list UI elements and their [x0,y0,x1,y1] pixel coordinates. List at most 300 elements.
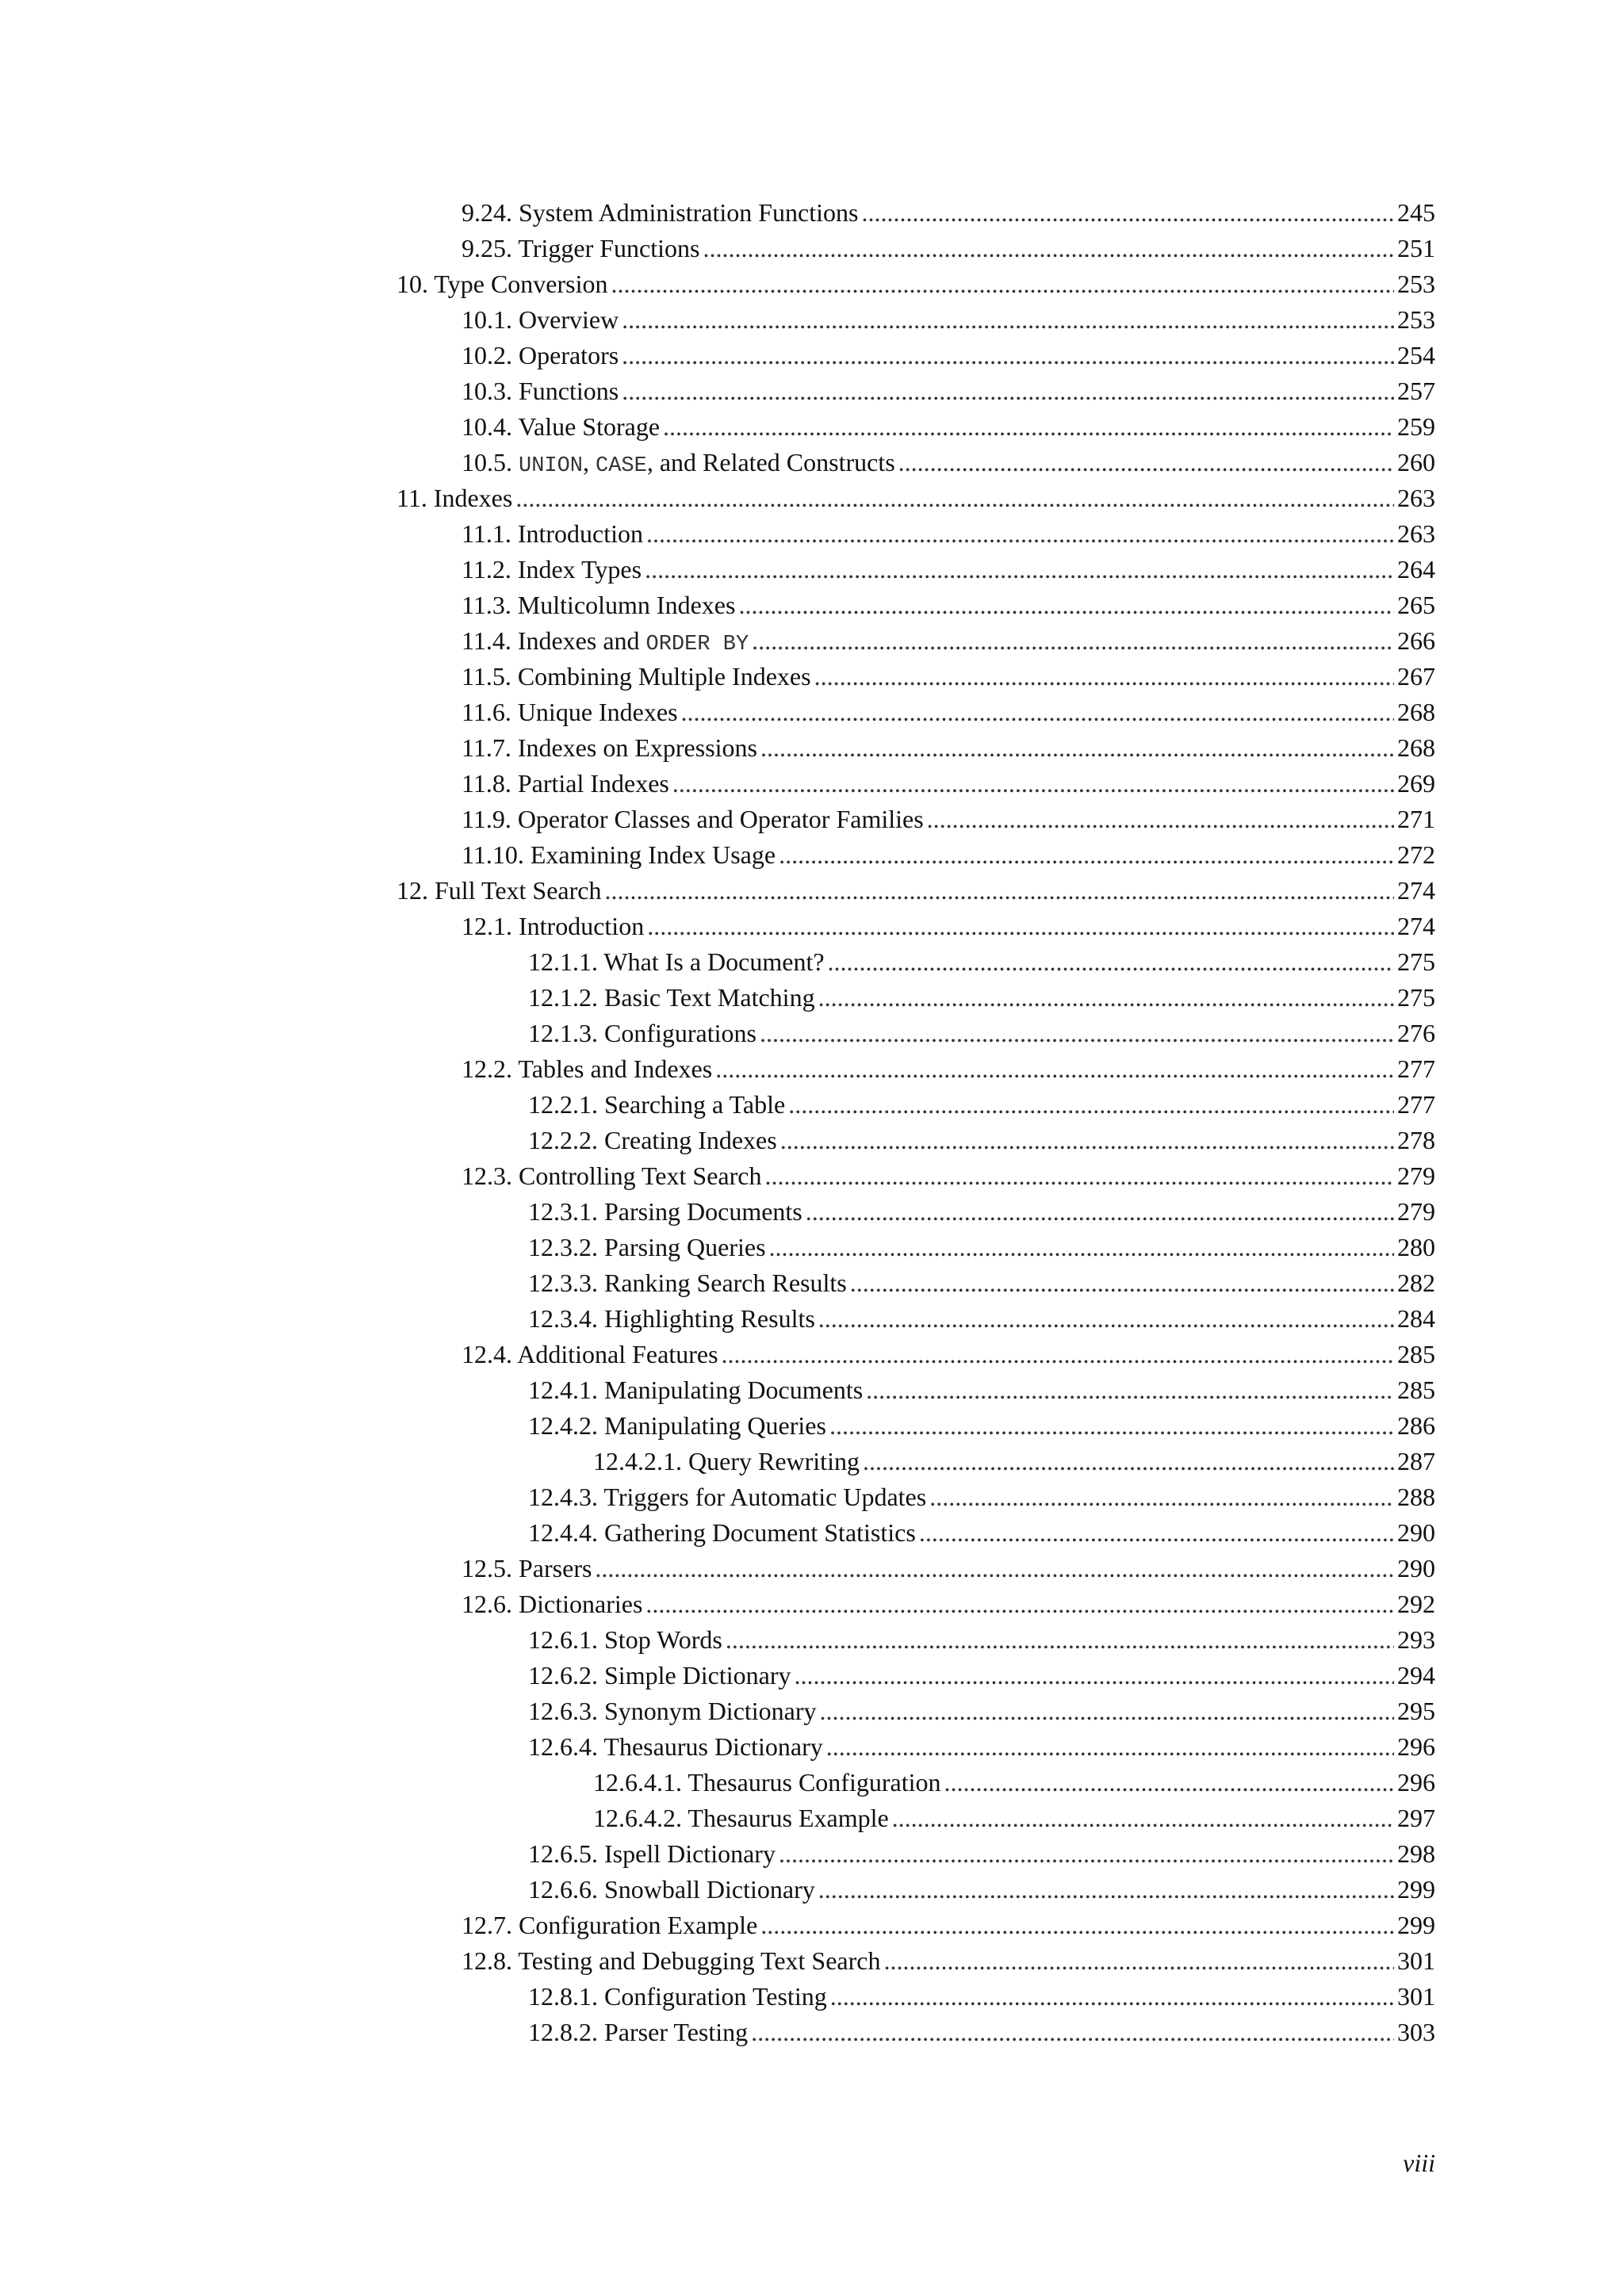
toc-entry-title [528,1408,826,1444]
toc-entry-number: 12.2.1. [528,1090,598,1119]
dot-leader [826,1729,1394,1765]
toc-entry-page: 303 [1397,2018,1435,2046]
dot-leader [645,552,1394,587]
toc-entry-number: 12.3.2. [528,1233,598,1261]
dot-leader [818,1301,1394,1337]
toc-entry-title-text: Thesaurus Dictionary [603,1732,823,1761]
toc-entry-number: 10.2. [462,341,512,369]
dot-leader [898,445,1394,480]
dot-leader [604,873,1394,909]
toc-entry-number: 10.3. [462,377,512,405]
toc-entry-title [528,1729,823,1765]
toc-entry-number: 12.8.1. [528,1982,598,2011]
toc-entry-title-text: Multicolumn Indexes [517,591,736,619]
toc-entry-title-text: Gathering Document Statistics [604,1518,916,1547]
toc-entry-page: 264 [1397,555,1435,584]
toc-entry-page: 297 [1397,1804,1435,1832]
toc-entry[interactable] [396,266,1435,302]
table-of-contents [396,195,1435,2050]
toc-entry-page: 296 [1397,1768,1435,1797]
toc-entry[interactable] [396,1158,1435,1194]
toc-entry-page: 295 [1397,1697,1435,1725]
toc-entry-page: 279 [1397,1161,1435,1190]
toc-entry-title [528,1479,926,1515]
toc-entry-line [593,1444,1435,1479]
toc-entry-line [593,1765,1435,1800]
toc-entry-line [528,1016,1435,1051]
toc-entry-line [462,1337,1435,1372]
toc-entry[interactable] [396,1301,1435,1337]
toc-entry-title [528,2015,748,2050]
toc-entry-page: 266 [1397,626,1435,655]
toc-entry-title [528,1230,766,1265]
toc-entry-line [462,1158,1435,1194]
toc-entry-title-text: Examining Index Usage [530,840,776,869]
toc-entry-page: 285 [1397,1376,1435,1404]
toc-entry-line [396,480,1435,516]
dot-leader [820,1693,1394,1729]
toc-entry[interactable] [396,1586,1435,1622]
toc-entry-number: 10.5. [462,448,512,476]
toc-entry-title-text: Parsing Documents [604,1197,802,1226]
dot-leader [779,837,1394,873]
toc-entry-number: 11.10. [462,840,524,869]
dot-leader [647,909,1394,944]
dot-leader [866,1372,1394,1408]
toc-entry[interactable] [396,1872,1435,1908]
toc-entry-number: 12.6.3. [528,1697,598,1725]
toc-entry-title-text: Manipulating Queries [604,1411,826,1440]
toc-entry[interactable] [396,837,1435,873]
toc-entry-page: 299 [1397,1911,1435,1939]
toc-entry-title-text: Parsers [519,1554,592,1582]
dot-leader [863,1444,1394,1479]
toc-entry[interactable] [396,1765,1435,1800]
toc-entry[interactable] [396,623,1435,659]
toc-entry-page: 277 [1397,1054,1435,1083]
toc-entry-code: ORDER BY [645,633,749,656]
toc-entry-title-text: Value Storage [518,412,661,441]
toc-entry-line [462,516,1435,552]
toc-entry-number: 12.1. [462,912,512,940]
toc-entry-line [528,1479,1435,1515]
toc-entry-page: 254 [1397,341,1435,369]
toc-entry-number: 12.8. [462,1946,512,1975]
toc-entry-title [528,1979,827,2015]
toc-entry[interactable] [396,1230,1435,1265]
toc-entry[interactable] [396,1622,1435,1658]
toc-entry-title-text: Creating Indexes [604,1126,777,1154]
dot-leader [722,1337,1394,1372]
toc-entry-title [462,587,735,623]
toc-entry-title-text: Query Rewriting [688,1447,860,1475]
toc-entry-title-text: Synonym Dictionary [604,1697,817,1725]
toc-entry-line [462,552,1435,587]
toc-entry-page: 292 [1397,1590,1435,1618]
toc-entry-title-text: Full Text Search [435,876,602,905]
toc-entry-page: 294 [1397,1661,1435,1689]
dot-leader [795,1658,1394,1693]
toc-entry-line [462,373,1435,409]
toc-entry-title [462,1158,761,1194]
toc-entry[interactable] [396,1444,1435,1479]
toc-entry[interactable] [396,1265,1435,1301]
toc-entry-page: 280 [1397,1233,1435,1261]
toc-entry-title-text: Dictionaries [519,1590,643,1618]
toc-entry-title [462,516,643,552]
toc-entry-title-text: Snowball Dictionary [604,1875,815,1904]
toc-entry-page: 293 [1397,1625,1435,1654]
toc-entry[interactable] [396,980,1435,1016]
toc-entry-page: 301 [1397,1946,1435,1975]
toc-entry[interactable] [396,1408,1435,1444]
toc-entry-line [528,1622,1435,1658]
toc-entry[interactable] [396,730,1435,766]
dot-leader [752,623,1394,659]
toc-entry[interactable] [396,1693,1435,1729]
dot-leader [850,1265,1394,1301]
toc-entry-number: 11.9. [462,805,511,833]
dot-leader [738,587,1394,623]
toc-entry-page: 265 [1397,591,1435,619]
toc-entry-line [528,2015,1435,2050]
toc-entry-line [462,837,1435,873]
toc-entry-page: 278 [1397,1126,1435,1154]
toc-entry[interactable] [396,587,1435,623]
toc-entry[interactable] [396,338,1435,373]
toc-entry-page: 245 [1397,198,1435,227]
toc-entry-number: 11.5. [462,662,511,691]
toc-entry-line [528,1515,1435,1551]
toc-entry-title-text: System Administration Functions [519,198,859,227]
dot-leader [663,409,1394,445]
dot-leader [828,944,1394,980]
toc-entry-title-text: Unique Indexes [517,698,678,726]
toc-entry-title [462,338,619,373]
toc-entry-page: 286 [1397,1411,1435,1440]
toc-entry-page: 267 [1397,662,1435,691]
dot-leader [818,1872,1394,1908]
toc-entry-page: 284 [1397,1304,1435,1333]
toc-entry-page: 275 [1397,983,1435,1012]
toc-entry-page: 299 [1397,1875,1435,1904]
toc-entry-title [462,1051,712,1087]
toc-entry-line [462,802,1435,837]
toc-entry[interactable] [396,695,1435,730]
dot-leader [883,1943,1394,1979]
dot-leader [760,1908,1394,1943]
toc-entry-number: 12.3.1. [528,1197,598,1226]
toc-entry-page: 272 [1397,840,1435,869]
page-number: viii [1403,2149,1435,2177]
toc-entry-title-text: Triggers for Automatic Updates [603,1483,927,1511]
toc-entry-number: 12.6.4.2. [593,1804,682,1832]
toc-entry-page: 285 [1397,1340,1435,1368]
toc-entry-title [462,766,669,802]
dot-leader [944,1765,1394,1800]
toc-entry-number: 12.7. [462,1911,512,1939]
toc-entry-title-text: Highlighting Results [604,1304,815,1333]
toc-entry-line [528,1979,1435,2015]
toc-entry-title [462,195,858,231]
toc-entry-line [462,1051,1435,1087]
toc-entry-title-part: , [583,448,596,476]
toc-entry-title [396,873,601,909]
toc-entry[interactable] [396,909,1435,944]
toc-entry[interactable] [396,1979,1435,2015]
toc-entry-line [528,1265,1435,1301]
toc-entry-title [528,1087,785,1123]
toc-entry-title [528,1194,802,1230]
toc-entry-page: 288 [1397,1483,1435,1511]
toc-entry[interactable] [396,1194,1435,1230]
toc-entry-line [528,1729,1435,1765]
toc-entry-title [396,480,512,516]
toc-entry-line [528,1372,1435,1408]
toc-entry-title-part: , and Related Constructs [646,448,895,476]
toc-entry-line [528,980,1435,1016]
toc-entry[interactable] [396,1087,1435,1123]
toc-entry-title-text: Indexes on Expressions [517,733,757,762]
toc-entry-line [462,302,1435,338]
toc-entry[interactable] [396,2015,1435,2050]
toc-entry[interactable] [396,1836,1435,1872]
toc-entry-page: 271 [1397,805,1435,833]
toc-entry-title-text: Parsing Queries [604,1233,766,1261]
toc-entry-title-text: Stop Words [604,1625,722,1654]
toc-entry[interactable] [396,231,1435,266]
dot-leader [779,1836,1394,1872]
toc-entry[interactable] [396,445,1435,480]
toc-entry-line [462,730,1435,766]
toc-entry[interactable] [396,944,1435,980]
toc-entry-page: 263 [1397,519,1435,548]
toc-entry[interactable] [396,659,1435,695]
toc-entry[interactable] [396,480,1435,516]
toc-entry-title-text: Configuration Testing [604,1982,827,2011]
toc-entry-page: 296 [1397,1732,1435,1761]
toc-entry-title-text: Index Types [517,555,642,584]
dot-leader [726,1622,1394,1658]
toc-entry-title [593,1765,940,1800]
toc-entry[interactable] [396,802,1435,837]
toc-entry[interactable] [396,1016,1435,1051]
toc-entry-title-text: Type Conversion [434,270,608,298]
dot-leader [861,195,1394,231]
toc-entry-line [462,231,1435,266]
toc-entry[interactable] [396,1479,1435,1515]
toc-entry-page: 298 [1397,1839,1435,1868]
toc-entry-line [593,1800,1435,1836]
toc-entry[interactable] [396,302,1435,338]
toc-entry-line [462,1943,1435,1979]
toc-entry-line [462,1908,1435,1943]
toc-entry-number: 12.6.4. [528,1732,598,1761]
dot-leader [806,1194,1394,1230]
toc-entry[interactable] [396,552,1435,587]
dot-leader [818,980,1394,1016]
toc-entry-title [528,980,815,1016]
dot-leader [751,2015,1394,2050]
toc-entry-page: 259 [1397,412,1435,441]
toc-entry-line [528,1408,1435,1444]
toc-entry-number: 12.6.1. [528,1625,598,1654]
toc-entry[interactable] [396,373,1435,409]
toc-entry-title [462,1586,642,1622]
toc-entry-title-text: Indexes [433,484,513,512]
toc-entry-number: 12.3.3. [528,1269,598,1297]
dot-leader [646,516,1394,552]
dot-leader [764,1158,1394,1194]
toc-entry-number: 10.4. [462,412,512,441]
toc-entry-number: 12.2.2. [528,1126,598,1154]
toc-entry[interactable] [396,1908,1435,1943]
toc-entry-line [462,338,1435,373]
toc-entry-line [462,587,1435,623]
toc-entry-title [462,730,757,766]
toc-entry[interactable] [396,1337,1435,1372]
toc-entry-title-text: Operators [519,341,619,369]
toc-entry-title [462,1337,718,1372]
toc-entry-title [462,302,619,338]
toc-entry-number: 12.4.2. [528,1411,598,1440]
toc-entry-line [528,1693,1435,1729]
toc-entry-title [462,373,619,409]
toc-entry-title [462,659,811,695]
toc-entry-title [528,1658,791,1693]
toc-entry-title-text: Configurations [604,1019,756,1047]
toc-entry-page: 263 [1397,484,1435,512]
toc-entry[interactable] [396,1658,1435,1693]
toc-entry-number: 12.6.2. [528,1661,598,1689]
toc-entry[interactable] [396,873,1435,909]
toc-entry-title-text: Trigger Functions [518,234,700,262]
toc-entry-title [528,1372,863,1408]
toc-entry-number: 12.2. [462,1054,512,1083]
toc-entry-page: 277 [1397,1090,1435,1119]
dot-leader [672,766,1394,802]
toc-entry-number: 11.1. [462,519,511,548]
toc-entry-title-text: Thesaurus Example [688,1804,889,1832]
toc-entry-number: 12.1.3. [528,1019,598,1047]
toc-entry-number: 11.6. [462,698,511,726]
toc-entry-title-text: Ispell Dictionary [604,1839,776,1868]
toc-entry-number: 11.8. [462,769,511,798]
toc-entry[interactable] [396,1551,1435,1586]
toc-entry[interactable] [396,1051,1435,1087]
toc-entry-title [528,1301,815,1337]
toc-entry-title [528,1515,916,1551]
toc-entry-line [528,1194,1435,1230]
toc-entry-line [462,195,1435,231]
toc-entry-title [396,266,607,302]
toc-entry-line [462,445,1435,480]
toc-entry-title [462,695,678,730]
dot-leader [830,1979,1394,2015]
toc-entry-number: 12.3.4. [528,1304,598,1333]
toc-entry-title-text: Testing and Debugging Text Search [518,1946,881,1975]
toc-entry-line [528,1872,1435,1908]
dot-leader [703,231,1394,266]
dot-leader [515,480,1394,516]
toc-entry-page: 268 [1397,698,1435,726]
toc-entry-title [528,1836,776,1872]
toc-entry[interactable] [396,409,1435,445]
toc-entry[interactable] [396,1123,1435,1158]
toc-entry-code: UNION [519,454,584,478]
toc-entry-title [462,623,749,659]
toc-entry[interactable] [396,1943,1435,1979]
toc-entry[interactable] [396,766,1435,802]
toc-entry-title [528,1872,815,1908]
toc-entry-line [528,1087,1435,1123]
toc-entry-page: 274 [1397,912,1435,940]
toc-entry-page: 268 [1397,733,1435,762]
dot-leader [919,1515,1394,1551]
toc-entry-page: 276 [1397,1019,1435,1047]
toc-entry[interactable] [396,195,1435,231]
dot-leader [611,266,1394,302]
toc-entry-number: 12.1.1. [528,947,598,976]
toc-entry-title [462,409,660,445]
toc-entry-line [462,1586,1435,1622]
toc-entry-number: 12.4.1. [528,1376,598,1404]
toc-entry-title-text: What Is a Document? [603,947,825,976]
toc-entry-title-text: Thesaurus Configuration [688,1768,941,1797]
toc-entry-number: 12.8.2. [528,2018,598,2046]
toc-entry-title-text: Introduction [517,519,643,548]
toc-entry-line [396,873,1435,909]
toc-entry-number: 11.2. [462,555,511,584]
toc-entry-page: 269 [1397,769,1435,798]
dot-leader [929,1479,1394,1515]
toc-entry-page: 251 [1397,234,1435,262]
toc-entry-page: 274 [1397,876,1435,905]
toc-entry-number: 10. [396,270,428,298]
toc-entry-title [462,1551,592,1586]
toc-entry-number: 11. [396,484,427,512]
toc-entry-title-text: Operator Classes and Operator Families [517,805,924,833]
dot-leader [681,695,1394,730]
toc-entry-title-text: Partial Indexes [517,769,669,798]
toc-entry-page: 282 [1397,1269,1435,1297]
toc-entry-number: 12.6.6. [528,1875,598,1904]
dot-leader [769,1230,1394,1265]
toc-entry[interactable] [396,1515,1435,1551]
toc-entry[interactable] [396,1729,1435,1765]
dot-leader [622,373,1394,409]
toc-entry-title [528,1622,722,1658]
toc-entry[interactable] [396,1800,1435,1836]
toc-entry-title [462,231,699,266]
toc-entry-title-text: Simple Dictionary [604,1661,791,1689]
toc-entry[interactable] [396,1372,1435,1408]
toc-entry-title [462,1943,880,1979]
dot-leader [760,1016,1394,1051]
dot-leader [788,1087,1394,1123]
toc-entry-line [528,1301,1435,1337]
toc-entry-title [593,1800,889,1836]
toc-entry-title [462,552,642,587]
toc-entry-title-text: Overview [519,305,619,334]
dot-leader [622,302,1394,338]
toc-entry[interactable] [396,516,1435,552]
toc-entry-line [528,1230,1435,1265]
toc-entry-page: 257 [1397,377,1435,405]
toc-entry-title [528,944,825,980]
toc-entry-number: 11.3. [462,591,511,619]
toc-entry-number: 12.4.4. [528,1518,598,1547]
